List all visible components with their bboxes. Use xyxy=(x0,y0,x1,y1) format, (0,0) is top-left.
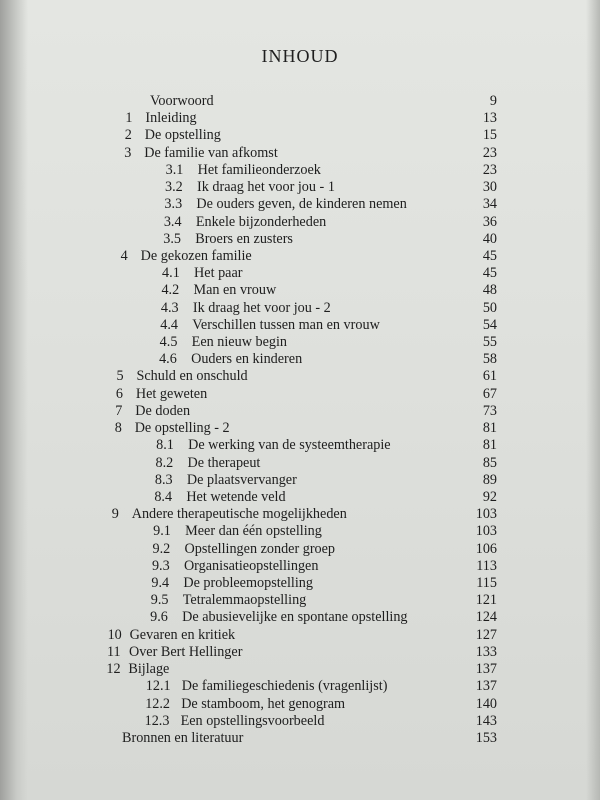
toc-entry xyxy=(0,127,600,145)
toc-entry-number: 8.4 xyxy=(154,488,173,505)
toc-entry-page-number: 143 xyxy=(475,712,497,729)
toc-entry-page-number: 45 xyxy=(482,247,497,264)
toc-entry-number: 9.1 xyxy=(153,523,171,540)
toc-entry-number: 9.4 xyxy=(151,575,170,592)
toc-entry xyxy=(0,678,600,696)
toc-entry-page-number: 45 xyxy=(482,265,497,282)
toc-entry-page-number: 92 xyxy=(482,488,497,505)
toc-entry-title: Over Bert Hellinger xyxy=(128,643,243,660)
toc-entry-title: Tetralemmaopstelling xyxy=(182,592,307,609)
page-title: INHOUD xyxy=(261,46,339,66)
toc-entry xyxy=(0,179,600,197)
toc-entry xyxy=(0,145,600,163)
toc-entry-page-number: 103 xyxy=(475,523,497,540)
toc-entry-page-number: 23 xyxy=(482,161,497,178)
toc-entry-title: Ouders en kinderen xyxy=(191,351,303,368)
toc-entry-title: De opstelling - 2 xyxy=(134,420,230,437)
toc-entry-title: Organisatieopstellingen xyxy=(183,557,319,574)
toc-entry-page-number: 13 xyxy=(482,110,497,127)
toc-entry-title: Voorwoord xyxy=(150,93,214,109)
toc-entry xyxy=(0,317,600,335)
toc-entry-page-number: 81 xyxy=(482,437,497,454)
toc-entry-title: De stamboom, het genogram xyxy=(181,695,346,712)
toc-entry-number: 9 xyxy=(111,506,119,523)
toc-entry-title: Bronnen en literatuur xyxy=(122,730,244,746)
toc-entry-title: Broers en zusters xyxy=(195,230,293,247)
toc-entry xyxy=(0,592,600,610)
toc-entry-title: Een opstellingsvoorbeeld xyxy=(180,712,325,729)
toc-entry-title: De plaatsvervanger xyxy=(186,471,297,488)
toc-entry-number: 3 xyxy=(124,144,132,161)
toc-entry-page-number: 50 xyxy=(482,299,497,316)
toc-entry xyxy=(0,214,600,232)
toc-entry-title: Het wetende veld xyxy=(186,488,286,505)
toc-entry-number: 4.1 xyxy=(162,265,180,282)
toc-entry-page-number: 133 xyxy=(475,643,497,660)
toc-entry-page-number: 153 xyxy=(475,730,497,746)
toc-entry-number: 12.1 xyxy=(145,678,171,695)
toc-entry-title: Enkele bijzonderheden xyxy=(195,213,327,230)
toc-entry xyxy=(0,523,600,541)
toc-entry-page-number: 67 xyxy=(482,385,497,402)
toc-entry-number: 4 xyxy=(120,247,128,264)
toc-entry-page-number: 121 xyxy=(475,592,497,609)
toc-entry-title: Meer dan één opstelling xyxy=(185,523,322,540)
toc-entry-page-number: 30 xyxy=(482,179,497,196)
toc-entry-number: 10 xyxy=(107,626,122,643)
toc-entry-title: Bijlage xyxy=(128,661,170,678)
toc-entry-number: 3.2 xyxy=(165,179,183,196)
toc-entry-page-number: 58 xyxy=(482,351,497,368)
toc-entry-page-number: 137 xyxy=(475,678,497,695)
toc-entry-page-number: 103 xyxy=(475,506,497,523)
toc-entry-title: De gekozen familie xyxy=(140,247,252,264)
toc-entry xyxy=(0,713,600,731)
toc-entry xyxy=(0,730,600,748)
toc-entry-number: 4.6 xyxy=(159,351,177,368)
toc-entry xyxy=(0,248,600,266)
toc-entry-title: Opstellingen zonder groep xyxy=(184,540,336,557)
toc-entry-number: 4.5 xyxy=(159,334,178,351)
toc-entry-number: 1 xyxy=(125,110,133,127)
toc-entry xyxy=(0,93,600,111)
toc-entry xyxy=(0,644,600,662)
toc-entry-title: Schuld en onschuld xyxy=(136,368,248,385)
toc-entry-number: 2 xyxy=(124,127,132,144)
toc-entry xyxy=(0,351,600,369)
toc-entry-number: 3.4 xyxy=(163,213,182,230)
toc-entry-number: 12.2 xyxy=(145,695,171,712)
toc-entry-number: 9.5 xyxy=(150,592,169,609)
toc-entry xyxy=(0,575,600,593)
toc-entry-page-number: 89 xyxy=(482,471,497,488)
toc-entry xyxy=(0,368,600,386)
toc-entry xyxy=(0,196,600,214)
toc-entry xyxy=(0,403,600,421)
toc-entry-number: 5 xyxy=(116,368,124,385)
toc-entry-page-number: 48 xyxy=(482,282,497,299)
toc-entry xyxy=(0,265,600,283)
toc-entry-page-number: 137 xyxy=(475,661,497,678)
toc-entry xyxy=(0,506,600,524)
toc-entry-page-number: 61 xyxy=(482,368,497,385)
toc-entry-page-number: 55 xyxy=(482,334,497,351)
toc-entry-number: 3.3 xyxy=(164,196,183,213)
toc-entry xyxy=(0,110,600,128)
toc-entry-page-number: 36 xyxy=(482,213,497,230)
toc-entry xyxy=(0,627,600,645)
toc-entry-page-number: 124 xyxy=(475,609,497,626)
toc-entry-number: 7 xyxy=(115,402,123,419)
toc-entry xyxy=(0,472,600,490)
toc-entry-number: 9.2 xyxy=(152,540,171,557)
toc-entry-page-number: 85 xyxy=(482,454,497,471)
toc-entry-page-number: 9 xyxy=(489,93,497,109)
toc-entry-page-number: 115 xyxy=(476,575,497,592)
toc-entry-page-number: 15 xyxy=(482,127,497,144)
toc-entry-page-number: 81 xyxy=(482,420,497,437)
toc-entry-title: Ik draag het voor jou - 1 xyxy=(197,179,335,196)
toc-entry-title: Het familieonderzoek xyxy=(197,161,321,178)
toc-entry xyxy=(0,558,600,576)
toc-entry-number: 4.2 xyxy=(161,282,180,299)
toc-entry-page-number: 73 xyxy=(482,402,497,419)
toc-entry xyxy=(0,334,600,352)
toc-entry-page-number: 23 xyxy=(482,144,497,161)
toc-entry xyxy=(0,231,600,249)
toc-entry-number: 9.6 xyxy=(150,609,168,626)
toc-entry xyxy=(0,455,600,473)
toc-entry-title: Gevaren en kritiek xyxy=(129,626,236,643)
toc-entry-number: 12 xyxy=(106,661,121,678)
toc-entry-number: 11 xyxy=(106,643,121,660)
toc-entry-title: De familiegeschiedenis (vragenlijst) xyxy=(181,678,388,695)
toc-entry-title: De werking van de systeemtherapie xyxy=(188,437,391,454)
toc-entry-number: 4.4 xyxy=(160,316,178,333)
toc-entry-title: De familie van afkomst xyxy=(144,144,278,161)
toc-entry-title: De therapeut xyxy=(187,454,261,471)
toc-entry-page-number: 140 xyxy=(475,695,497,712)
toc-entry-title: Man en vrouw xyxy=(193,282,277,299)
toc-entry-number: 8.2 xyxy=(155,454,174,471)
toc-entry-title: Een nieuw begin xyxy=(191,334,288,351)
toc-entry-page-number: 40 xyxy=(482,230,497,247)
toc-entry-number: 8.1 xyxy=(156,437,174,454)
toc-entry-page-number: 127 xyxy=(475,626,497,643)
toc-entry xyxy=(0,661,600,679)
toc-entry xyxy=(0,696,600,714)
toc-entry xyxy=(0,609,600,627)
toc-entry-title: De doden xyxy=(135,402,191,419)
toc-entry-title: Ik draag het voor jou - 2 xyxy=(192,299,331,316)
toc-entry-number: 12.3 xyxy=(144,712,170,729)
toc-entry-number: 8.3 xyxy=(154,471,173,488)
toc-entry xyxy=(0,386,600,404)
toc-entry-title: Het geweten xyxy=(135,385,208,402)
toc-entry-title: De opstelling xyxy=(144,127,221,144)
toc-entry xyxy=(0,300,600,318)
toc-entry xyxy=(0,541,600,559)
toc-entry-number: 3.5 xyxy=(163,230,181,247)
toc-entry-title: De abusievelijke en spontane opstelling xyxy=(182,609,408,626)
toc-entry-title: Inleiding xyxy=(145,110,197,127)
toc-entry xyxy=(0,489,600,507)
toc-entry-page-number: 54 xyxy=(482,316,497,333)
toc-entry-number: 3.1 xyxy=(165,161,184,178)
toc-entry-page-number: 106 xyxy=(475,540,497,557)
toc-entry xyxy=(0,420,600,438)
toc-entry-title: Andere therapeutische mogelijkheden xyxy=(131,506,347,523)
toc-entry-title: Verschillen tussen man en vrouw xyxy=(192,316,380,333)
toc-entry-number: 4.3 xyxy=(160,299,179,316)
toc-entry-title: Het paar xyxy=(194,265,243,282)
toc-entry xyxy=(0,437,600,455)
toc-entry xyxy=(0,282,600,300)
toc-entry-title: De ouders geven, de kinderen nemen xyxy=(196,196,407,213)
toc-entry-number: 8 xyxy=(114,420,122,437)
toc-entry-number: 9.3 xyxy=(151,557,170,574)
toc-entry-number: 6 xyxy=(115,385,123,402)
toc-entry-title: De probleemopstelling xyxy=(183,575,313,592)
toc-entry-page-number: 34 xyxy=(482,196,497,213)
toc-entry xyxy=(0,162,600,180)
toc-entry-page-number: 113 xyxy=(476,557,497,574)
